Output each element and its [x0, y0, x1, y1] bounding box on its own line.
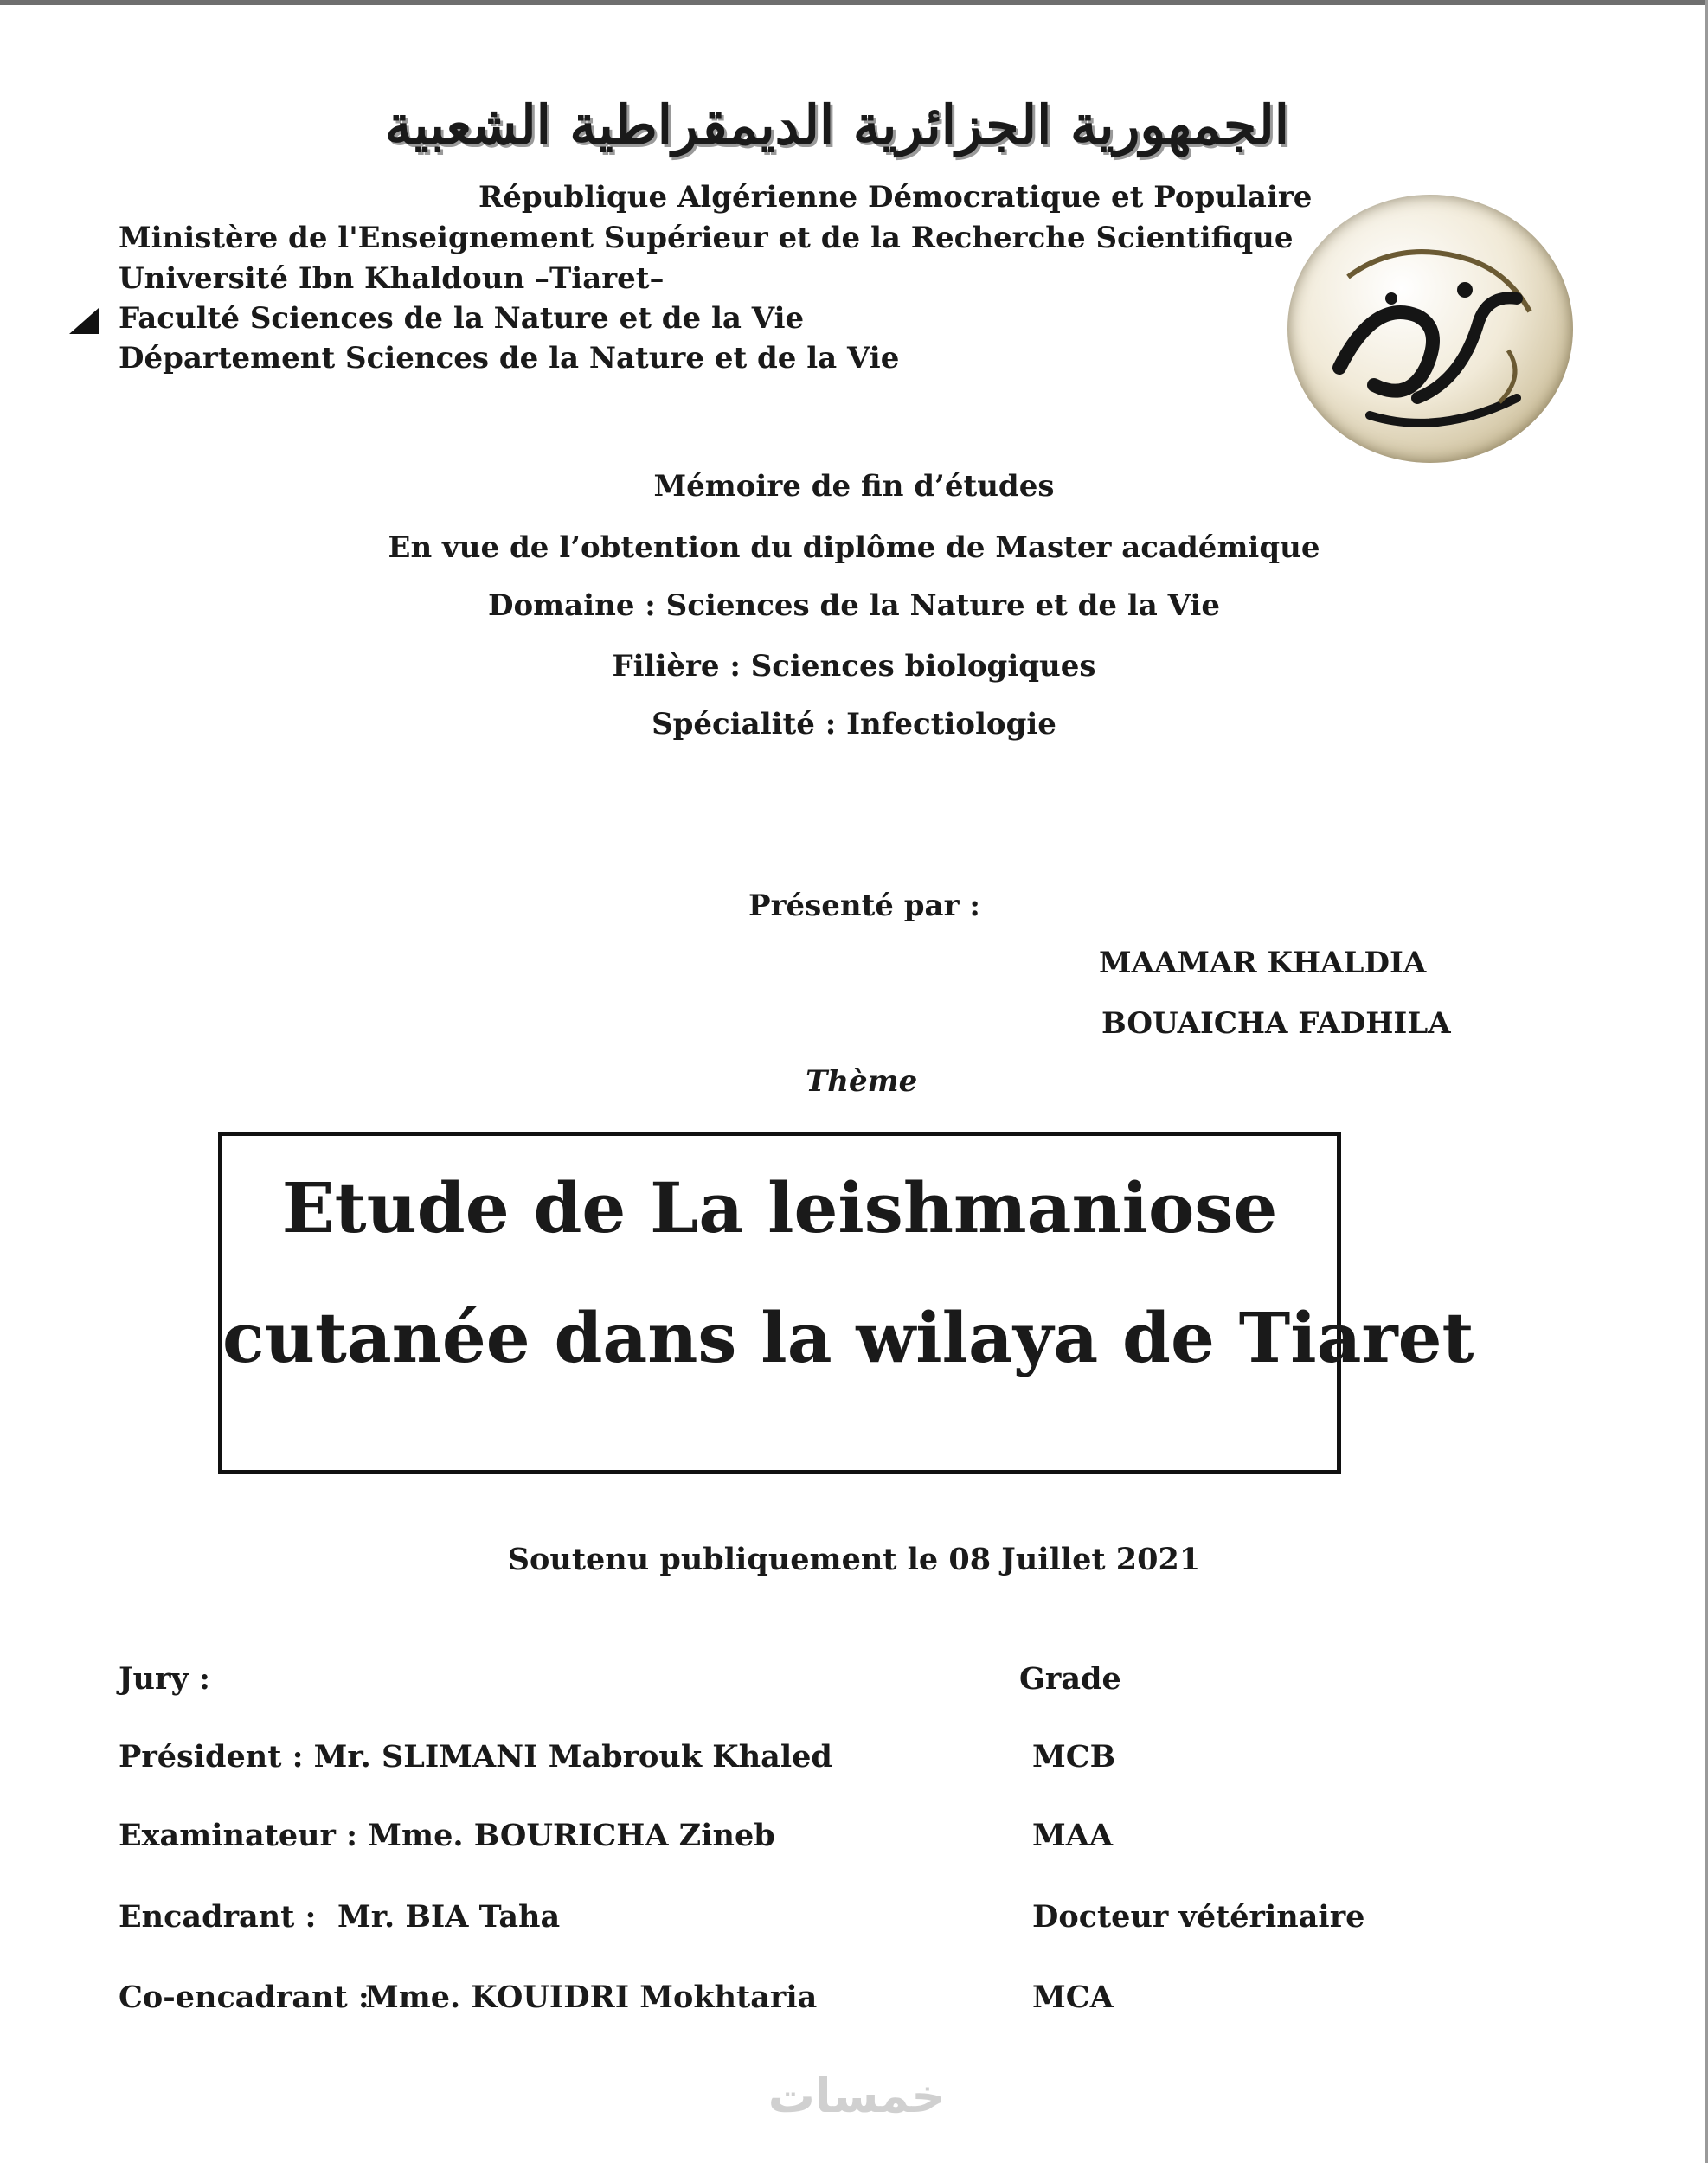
grade-label: Grade — [1019, 1661, 1121, 1697]
top-border — [0, 0, 1708, 5]
filiere-line: Filière : Sciences biologiques — [612, 649, 1096, 684]
memoire-purpose: En vue de l’obtention du diplôme de Master académique — [388, 530, 1320, 565]
defense-date: Soutenu publiquement le 08 Juillet 2021 — [507, 1542, 1201, 1577]
theme-title-line: cutanée dans la wilaya de Tiaret — [222, 1297, 1474, 1378]
specialite-line: Spécialité : Infectiologie — [652, 707, 1056, 741]
jury-member-grade: Docteur vétérinaire — [1032, 1899, 1365, 1935]
university-seal-logo — [1287, 195, 1573, 463]
jury-member-grade: MCB — [1032, 1739, 1116, 1775]
jury-member-grade: MCA — [1032, 1980, 1114, 2015]
watermark-logo: خمسات — [767, 2069, 946, 2123]
memoire-title: Mémoire de fin d’études — [653, 469, 1055, 504]
author-name: BOUAICHA FADHILA — [1101, 1006, 1451, 1041]
ministry-name: Ministère de l'Enseignement Supérieur et de la Recherche Scientifique — [119, 221, 1294, 255]
theme-box — [218, 1132, 1474, 1474]
jury-member-name: Mr. BIA Taha — [337, 1899, 561, 1935]
department-name: Département Sciences de la Nature et de la Vie — [119, 341, 900, 375]
author-name: MAAMAR KHALDIA — [1099, 946, 1427, 980]
triangle-marker-icon — [69, 308, 99, 334]
jury-member-name: Mme. KOUIDRI Mokhtaria — [365, 1980, 818, 2015]
domaine-line: Domaine : Sciences de la Nature et de la Vie — [488, 588, 1220, 623]
right-border — [1705, 0, 1708, 2163]
presented-by-label: Présenté par : — [748, 889, 980, 923]
jury-member-role: Examinateur : Mme. BOURICHA Zineb — [119, 1818, 775, 1853]
jury-member-role-label: Encadrant : — [119, 1899, 317, 1935]
faculty-name: Faculté Sciences de la Nature et de la Vie — [119, 301, 805, 336]
seal-calligraphy — [1287, 195, 1573, 463]
theme-title-line: Etude de La leishmaniose — [281, 1167, 1278, 1248]
jury-member-role-label: Co-encadrant : — [119, 1980, 369, 2015]
republic-name: République Algérienne Démocratique et Populaire — [478, 180, 1313, 215]
jury-member-role: Président : Mr. SLIMANI Mabrouk Khaled — [119, 1739, 832, 1775]
jury-member-grade: MAA — [1032, 1818, 1114, 1853]
jury-label: Jury : — [119, 1661, 210, 1697]
university-name: Université Ibn Khaldoun –Tiaret– — [119, 261, 665, 296]
theme-label: Thème — [806, 1064, 918, 1099]
arabic-republic-title: الجمهورية الجزائرية الديمقراطية الشعبية — [384, 93, 1289, 157]
